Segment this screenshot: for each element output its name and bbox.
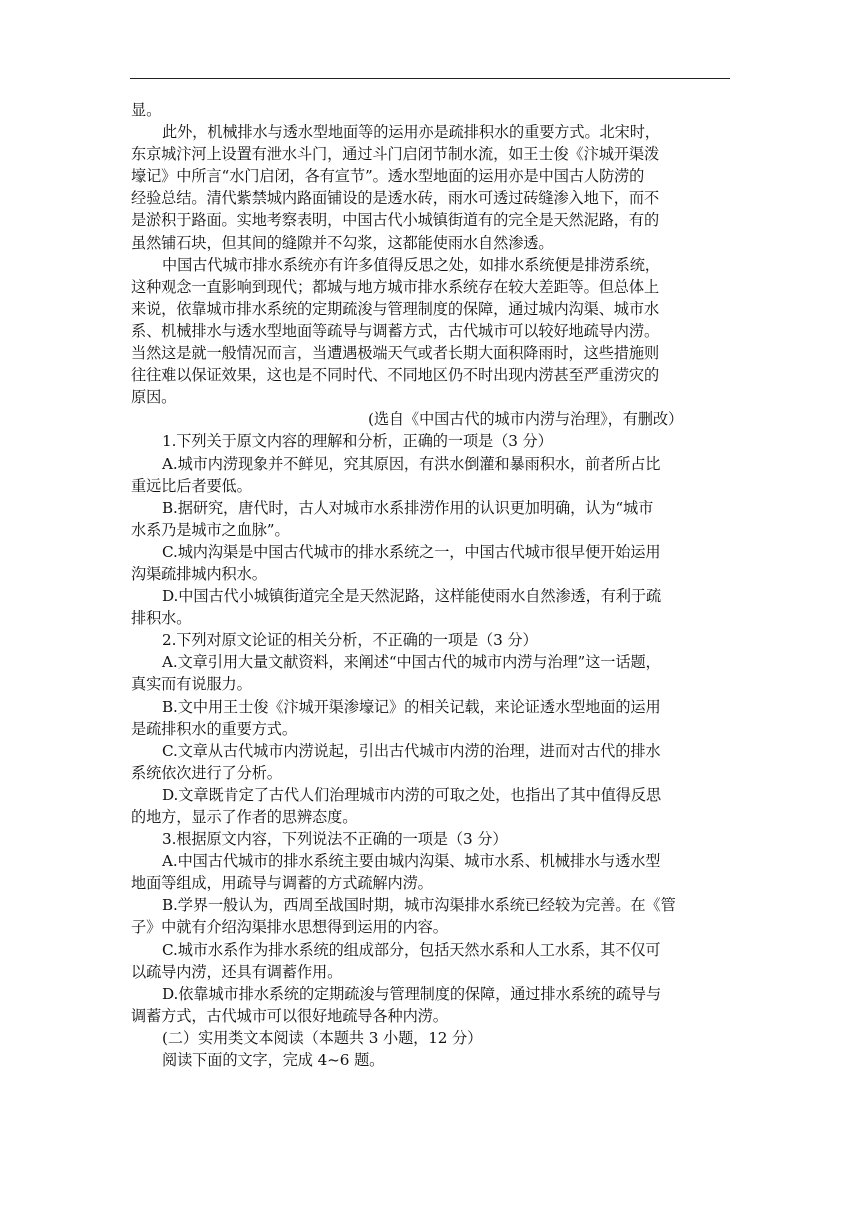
text-line: 显。 (131, 101, 162, 119)
text-line: 排积水。 (131, 609, 192, 628)
text-line: 东京城汴河上设置有泄水斗门，通过斗门启闭节制水流，如王士俊《汴城开渠泼 (131, 145, 660, 164)
text-line: C.城市水系作为排水系统的组成部分，包括天然水系和人工水系，其不仅可 (162, 940, 661, 959)
text-line: C.城内沟渠是中国古代城市的排水系统之一，中国古代城市很早便开始运用 (162, 542, 661, 561)
text-line: 3.根据原文内容，下列说法不正确的一项是（3 分） (162, 830, 508, 849)
text-line: 调蓄方式，古代城市可以很好地疏导各种内涝。 (131, 1006, 448, 1025)
text-line: 虽然铺石块，但其间的缝隙并不勾浆，这都能使雨水自然渗透。 (131, 233, 554, 252)
text-line: 子》中就有介绍沟渠排水思想得到运用的内容。 (131, 918, 448, 937)
text-line: 往往难以保证效果，这也是不同时代、不同地区仍不时出现内涝甚至严重涝灾的 (131, 366, 660, 385)
text-line: 壕记》中所言“水门启闭，各有宣节”。透水型地面的运用亦是中国古人防涝的 (131, 167, 645, 186)
text-line: 真实而有说服力。 (131, 675, 252, 694)
text-line: 1.下列关于原文内容的理解和分析，正确的一项是（3 分） (162, 432, 553, 451)
text-line: 这种观念一直影响到现代；都城与地方城市排水系统存在较大差距等。但总体上 (131, 277, 660, 296)
text-line: 原因。 (131, 388, 177, 407)
text-line: B.学界一般认为，西周至战国时期，城市沟渠排水系统已经较为完善。在《管 (162, 896, 676, 915)
text-line: 当然这是就一般情况而言，当遭遇极端天气或者长期大面积降雨时，这些措施则 (131, 344, 660, 363)
text-line: 水系乃是城市之血脉”。 (131, 520, 290, 539)
text-line: 经验总结。清代紫禁城内路面铺设的是透水砖，雨水可透过砖缝渗入地下，而不 (131, 189, 660, 208)
text-line: 沟渠疏排城内积水。 (131, 564, 267, 583)
text-line: 是淤积于路面。实地考察表明，中国古代小城镇街道有的完全是天然泥路，有的 (131, 211, 660, 230)
text-line: 是疏排积水的重要方式。 (131, 719, 297, 738)
text-line: 来说，依靠城市排水系统的定期疏浚与管理制度的保障，通过城内沟渠、城市水 (131, 299, 660, 318)
text-line: D.依靠城市排水系统的定期疏浚与管理制度的保障，通过排水系统的疏导与 (162, 984, 662, 1003)
text-line: B.文中用王士俊《汴城开渠渗壕记》的相关记载，来论证透水型地面的运用 (162, 697, 661, 716)
text-line: 2.下列对原文论证的相关分析，不正确的一项是（3 分） (162, 631, 538, 650)
text-line: D.文章既肯定了古代人们治理城市内涝的可取之处，也指出了其中值得反思 (162, 785, 662, 804)
text-line: 地面等组成，用疏导与调蓄的方式疏解内涝。 (131, 874, 433, 893)
text-line: 系、机械排水与透水型地面等疏导与调蓄方式，古代城市可以较好地疏导内涝。 (131, 321, 660, 340)
text-line: 中国古代城市排水系统亦有许多值得反思之处，如排水系统便是排涝系统， (162, 255, 660, 274)
text-line: D.中国古代小城镇街道完全是天然泥路，这样能使雨水自然渗透，有利于疏 (162, 587, 662, 606)
header-rule (130, 78, 730, 79)
text-line: B.据研究，唐代时，古人对城市水系排涝作用的认识更加明确，认为“城市 (162, 498, 654, 517)
text-line: 此外，机械排水与透水型地面等的运用亦是疏排积水的重要方式。北宋时， (162, 123, 660, 142)
text-line: 的地方，显示了作者的思辨态度。 (131, 808, 358, 826)
text-line: 系统依次进行了分析。 (131, 763, 282, 782)
text-line: 以疏导内涝，还具有调蓄作用。 (131, 962, 343, 981)
text-line: (二）实用类文本阅读（本题共 3 小题，12 分） (162, 1028, 483, 1047)
text-line: 重远比后者要低。 (131, 476, 252, 495)
text-line: A.文章引用大量文献资料，来阐述“中国古代的城市内涝与治理”这一话题， (162, 653, 661, 672)
text-line: C.文章从古代城市内涝说起，引出古代城市内涝的治理，进而对古代的排水 (162, 741, 661, 760)
text-line: 阅读下面的文字，完成 4~6 题。 (162, 1051, 385, 1070)
source-citation: (选自《中国古代的城市内涝与治理》，有删改） (368, 410, 684, 429)
document-body (131, 99, 731, 1071)
text-line: A.中国古代城市的排水系统主要由城内沟渠、城市水系、机械排水与透水型 (162, 852, 661, 871)
text-line: A.城市内涝现象并不鲜见，究其原因，有洪水倒灌和暴雨积水，前者所占比 (162, 454, 661, 473)
